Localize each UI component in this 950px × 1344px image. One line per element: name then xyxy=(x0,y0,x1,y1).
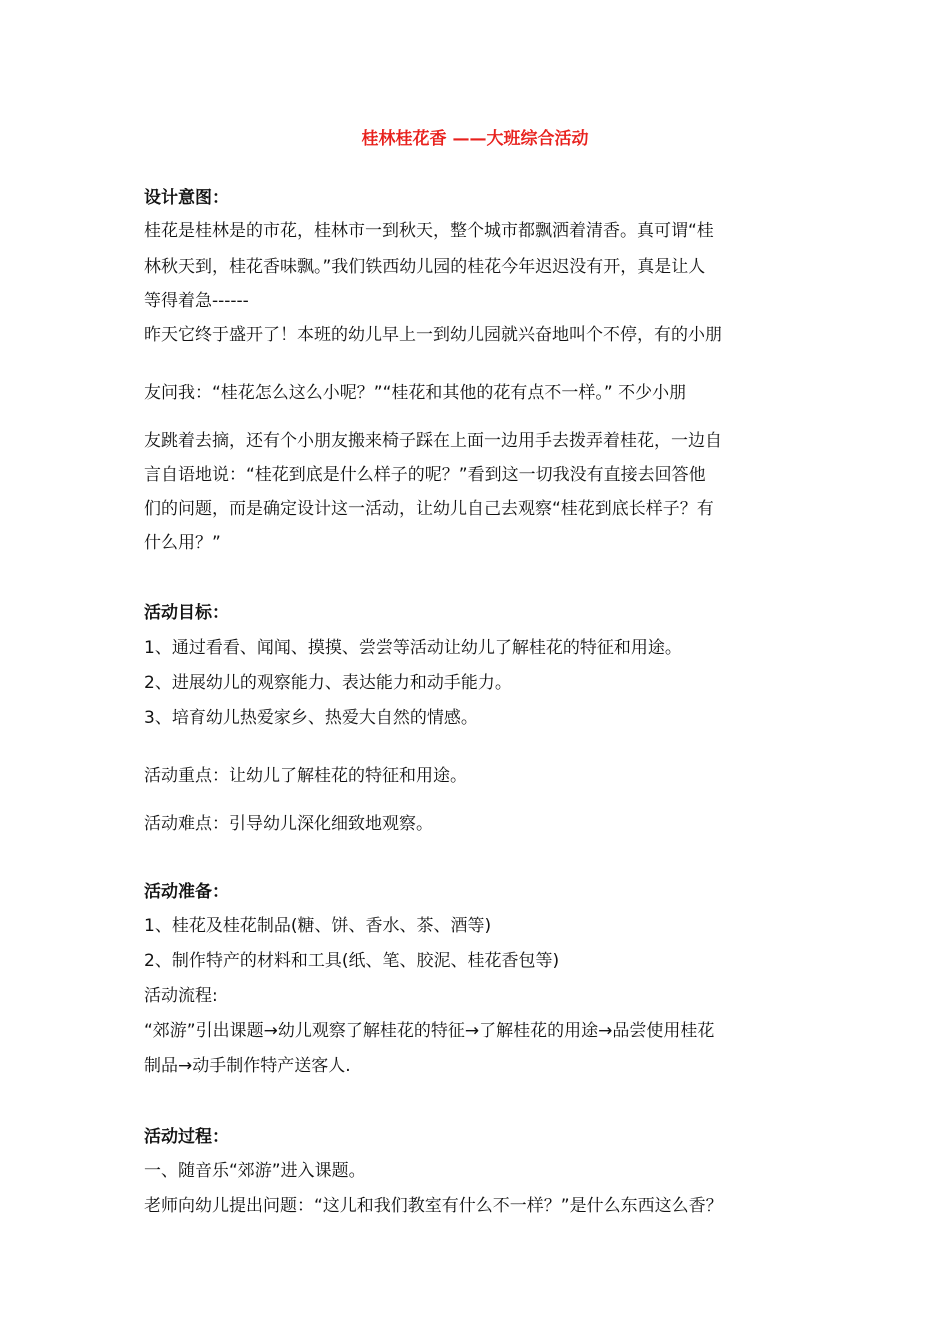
preparation-heading: 活动准备： xyxy=(144,882,229,902)
process-line: 一、随音乐“郊游”进入课题。 xyxy=(144,1161,366,1181)
difficulty: 活动难点：引导幼儿深化细致地观察。 xyxy=(144,814,433,834)
flow-line: 制品→动手制作特产送客人. xyxy=(144,1056,351,1076)
document-title: 桂林桂花香 ——大班综合活动 xyxy=(361,129,589,149)
goal-item: 2、进展幼儿的观察能力、表达能力和动手能力。 xyxy=(144,673,512,693)
design-intent-line: 昨天它终于盛开了！本班的幼儿早上一到幼儿园就兴奋地叫个不停，有的小朋 xyxy=(144,325,722,345)
design-intent-line: 桂花是桂林是的市花，桂林市一到秋天，整个城市都飘洒着清香。真可谓“桂 xyxy=(144,221,714,241)
goals-heading: 活动目标： xyxy=(144,603,229,623)
design-intent-line: 言自语地说：“桂花到底是什么样子的呢？”看到这一切我没有直接去回答他 xyxy=(144,465,706,485)
preparation-item: 2、制作特产的材料和工具(纸、笔、胶泥、桂花香包等) xyxy=(144,951,560,971)
design-intent-line: 什么用？” xyxy=(144,533,221,553)
design-intent-heading: 设计意图： xyxy=(144,188,229,208)
key-point: 活动重点：让幼儿了解桂花的特征和用途。 xyxy=(144,766,467,786)
design-intent-line: 们的问题，而是确定设计这一活动，让幼儿自己去观察“桂花到底长样子？有 xyxy=(144,499,714,519)
goal-item: 3、培育幼儿热爱家乡、热爱大自然的情感。 xyxy=(144,708,478,728)
process-heading: 活动过程： xyxy=(144,1127,229,1147)
design-intent-line: 等得着急------ xyxy=(144,291,249,311)
process-line: 老师向幼儿提出问题：“这儿和我们教室有什么不一样？”是什么东西这么香？ xyxy=(144,1196,723,1216)
flow-line: “郊游”引出课题→幼儿观察了解桂花的特征→了解桂花的用途→品尝使用桂花 xyxy=(144,1021,715,1041)
preparation-item: 1、桂花及桂花制品(糖、饼、香水、茶、酒等) xyxy=(144,916,492,936)
design-intent-line: 友问我：“桂花怎么这么小呢？”“桂花和其他的花有点不一样。” 不少小朋 xyxy=(144,383,687,403)
flow-label: 活动流程: xyxy=(144,986,218,1006)
goal-item: 1、通过看看、闻闻、摸摸、尝尝等活动让幼儿了解桂花的特征和用途。 xyxy=(144,638,682,658)
design-intent-line: 友跳着去摘，还有个小朋友搬来椅子踩在上面一边用手去拨弄着桂花，一边自 xyxy=(144,431,722,451)
design-intent-line: 林秋天到，桂花香味飘。”我们铁西幼儿园的桂花今年迟迟没有开，真是让人 xyxy=(144,257,706,277)
